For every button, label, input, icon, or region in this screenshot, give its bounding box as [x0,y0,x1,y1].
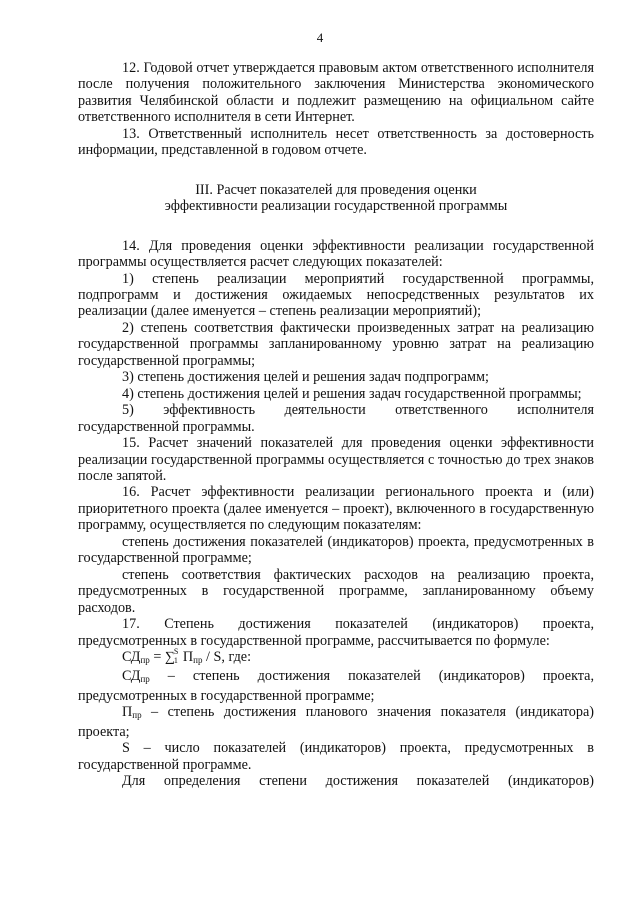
definition-sd-symbol: СД [122,668,141,685]
spacer [78,159,594,182]
paragraph-13: 13. Ответственный исполнитель несет ответственность за достоверность информации, представленной в годовом отчете. [78,125,594,159]
formula-line [78,646,594,668]
paragraph-16-item-b: степень соответствия фактических расходов на реализацию проекта, предусмотренных в государственной программе, запланированному объему расходов. [78,566,594,616]
paragraph-15: 15. Расчет значений показателей для проведения оценки эффективности реализации государственной программы осуществляется с точностью до трех знаков после запятой. [78,435,594,484]
paragraph-16: 16. Расчет эффективности реализации регионального проекта и (или) приоритетного проекта (далее именуется – проект), включенного в государственную программу, осуществляется по следующим показателям: [78,484,594,534]
formula-sd-subscript: пр [140,654,150,665]
formula-sum-upper: S [173,646,179,656]
paragraph-14-item-4: 4) степень достижения целей и решения задач государственной программы; [122,385,582,402]
paragraph-14: 14. Для проведения оценки эффективности реализации государственной программы осуществляется расчет следующих показателей: [78,237,594,271]
formula-p-subscript: пр [193,654,203,665]
definition-s: S – число показателей (индикаторов) проекта, предусмотренных в государственной программе. [78,740,594,773]
paragraph-last-line: Для определения степени достижения показателей (индикаторов) [122,773,594,790]
formula-p-symbol: П [182,648,194,665]
section-heading-line-2: эффективности реализации государственной программы [164,198,508,215]
document-body [78,60,594,790]
definition-sd-text: – степень достижения показателей (индикаторов) проекта, предусмотренных в государственной программе; [78,668,594,704]
definition-p-subscript: пр [132,710,142,721]
definition-p [78,704,594,740]
spacer [78,215,594,238]
paragraph-14-item-5: 5) эффективность деятельности ответственного исполнителя государственной программы. [78,402,594,435]
section-heading-line-1: III. Расчет показателей для проведения оценки [195,181,477,198]
formula-tail: / S, где: [202,648,252,665]
paragraph-14-item-2: 2) степень соответствия фактически произведенных затрат на реализацию государственной программы запланированному уровню затрат на реализацию государственной программы; [78,319,594,369]
formula-sum-symbol: ∑ [164,649,175,665]
page-number: 4 [316,30,324,45]
definition-p-symbol: П [122,704,133,721]
definition-p-text: – степень достижения планового значения показателя (индикатора) проекта; [78,704,594,740]
paragraph-16-item-a: степень достижения показателей (индикаторов) проекта, предусмотренных в государственной программе; [78,533,594,567]
paragraph-14-item-1: 1) степень реализации мероприятий государственной программы, подпрограмм и достижения ожидаемых непосредственных результатов их реализации (далее именуется – степень реализации мероприятий); [78,270,594,320]
formula-sd-symbol: СД [122,648,141,665]
formula-sum-lower: 1 [173,655,178,665]
paragraph-17: 17. Степень достижения показателей (индикаторов) проекта, предусмотренных в государственной программе, рассчитывается по формуле: [78,616,594,649]
definition-sd-subscript: пр [140,674,150,685]
formula-equals: = [149,648,165,665]
formula-sum [164,646,183,666]
paragraph-14-item-3: 3) степень достижения целей и решения задач подпрограмм; [122,369,489,386]
definition-sd [78,668,594,704]
paragraph-12: 12. Годовой отчет утверждается правовым актом ответственного исполнителя после получения положительного заключения Министерства экономического развития Челябинской области и подлежит размещению на официальном сайте ответственного исполнителя в сети Интернет. [78,60,594,126]
